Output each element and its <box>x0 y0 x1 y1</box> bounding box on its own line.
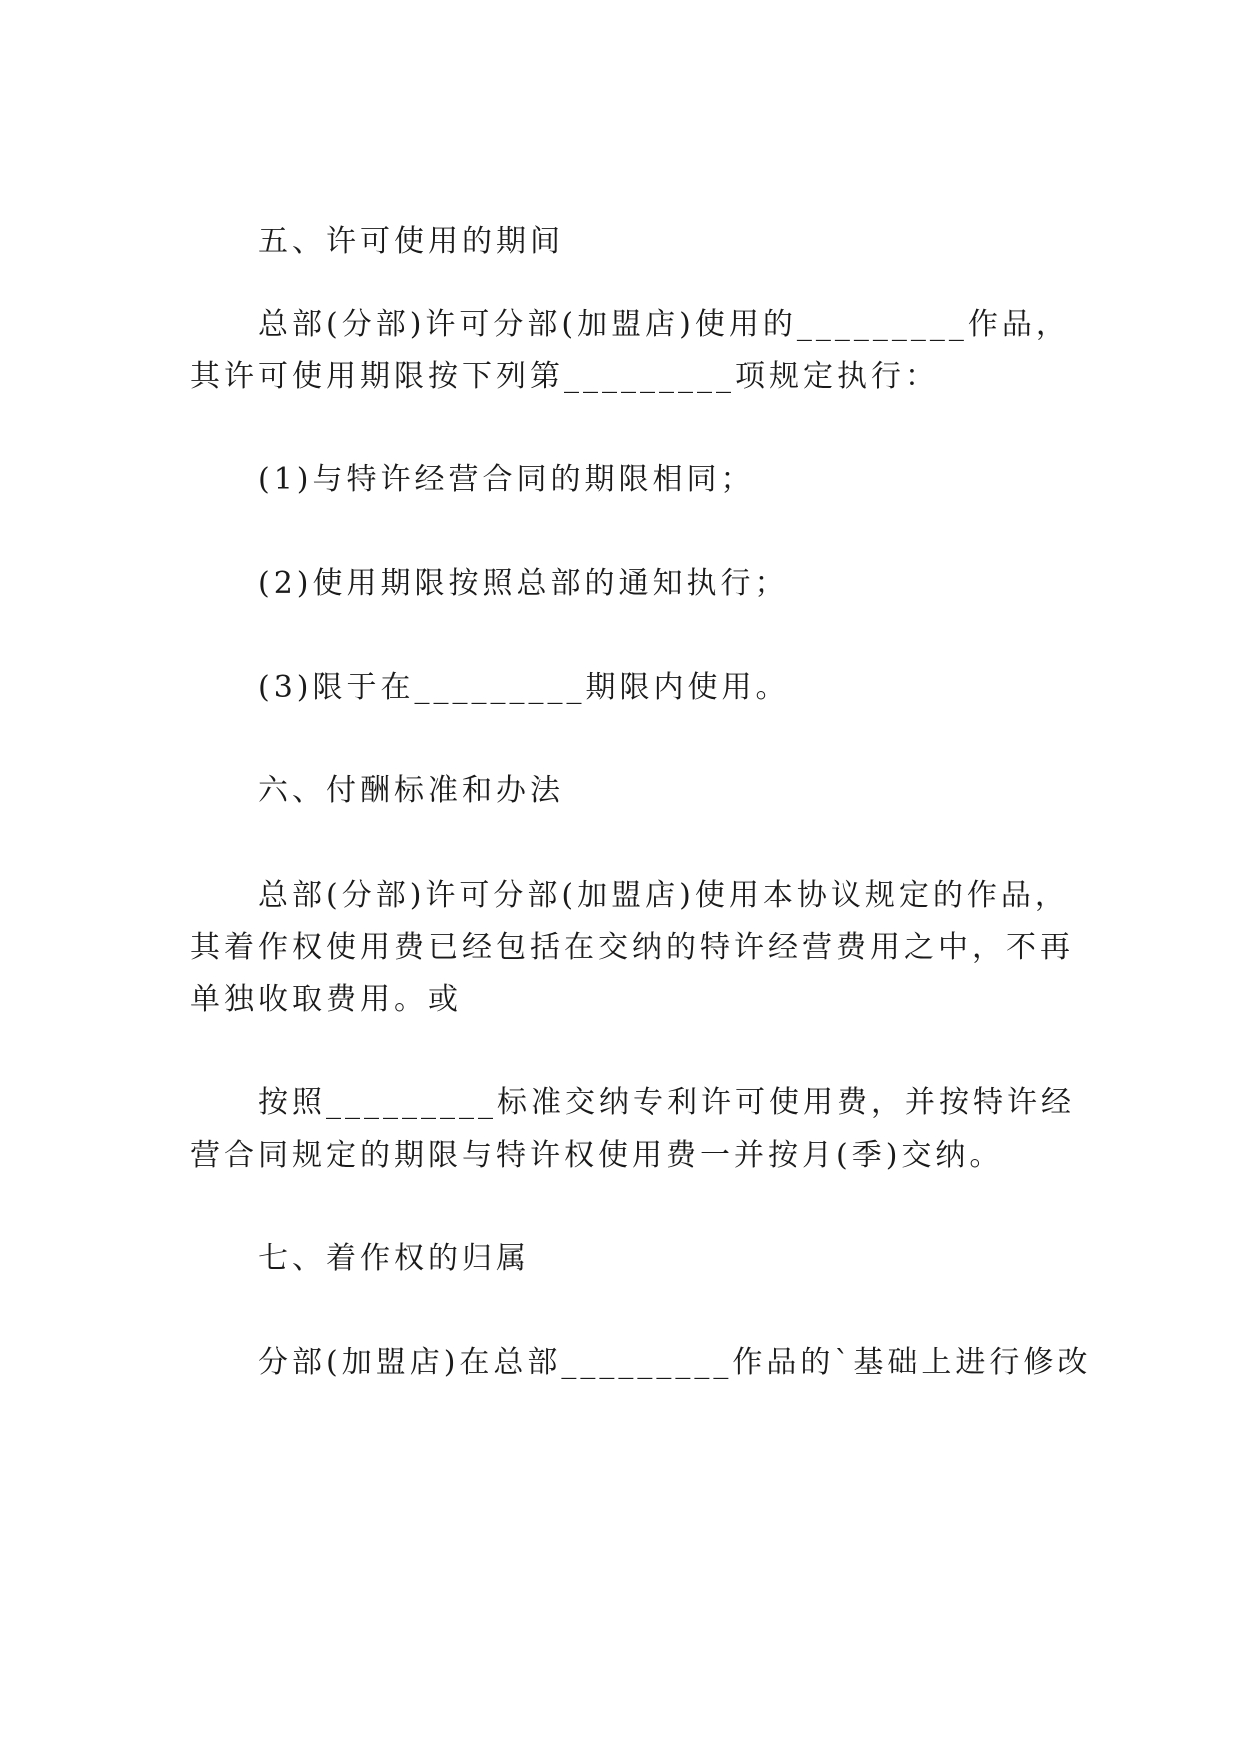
paragraph-line: 按照_________标准交纳专利许可使用费，并按特许经 <box>258 1085 1075 1120</box>
paragraph-line: 单独收取费用。或 <box>190 982 462 1017</box>
paragraph-line: 分部(加盟店)在总部_________作品的`基础上进行修改 <box>258 1345 1092 1380</box>
paragraph-line: 总部(分部)许可分部(加盟店)使用本协议规定的作品， <box>258 878 1069 913</box>
list-item-3: (3)限于在_________期限内使用。 <box>258 670 790 705</box>
paragraph-line: 总部(分部)许可分部(加盟店)使用的_________作品， <box>258 307 1070 342</box>
section-heading-7: 七、着作权的归属 <box>258 1241 530 1276</box>
paragraph-line: 其许可使用期限按下列第_________项规定执行： <box>190 359 939 394</box>
list-item-1: (1)与特许经营合同的期限相同； <box>258 462 755 497</box>
paragraph-line: 营合同规定的期限与特许权使用费一并按月(季)交纳。 <box>190 1138 1004 1173</box>
paragraph-line: 其着作权使用费已经包括在交纳的特许经营费用之中，不再 <box>190 930 1074 965</box>
section-heading-6: 六、付酬标准和办法 <box>258 773 564 808</box>
section-heading-5: 五、许可使用的期间 <box>258 224 564 259</box>
list-item-2: (2)使用期限按照总部的通知执行； <box>258 566 789 601</box>
